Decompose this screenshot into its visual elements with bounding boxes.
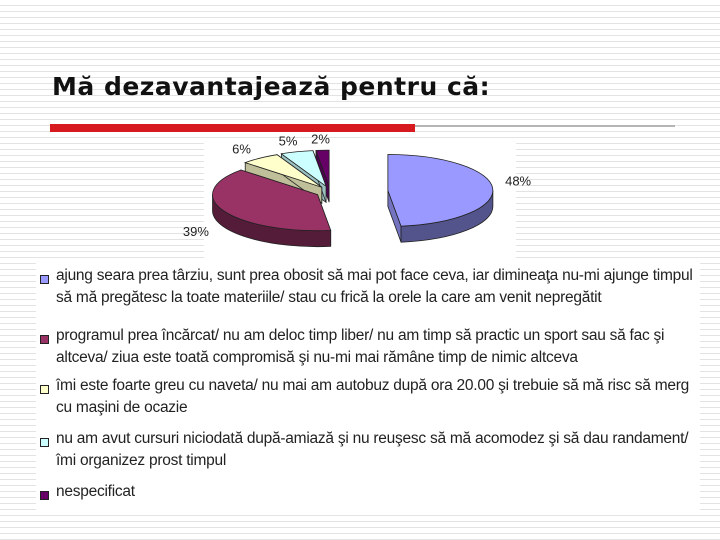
legend-item bbox=[36, 325, 702, 369]
legend-swatch bbox=[40, 438, 49, 447]
legend-text: nu am avut cursuri niciodată după-amiază şi nu reuşesc să mă acomodez şi să dau randament/ îmi organizez prost timpul bbox=[56, 430, 689, 469]
slide-title: Mă dezavantajează pentru că: bbox=[52, 72, 491, 101]
legend-item bbox=[36, 265, 702, 309]
slice-label: 2% bbox=[311, 131, 330, 147]
slice-label: 5% bbox=[278, 133, 298, 149]
legend-swatch bbox=[40, 335, 49, 344]
pie-chart-area bbox=[182, 131, 532, 262]
chart-legend bbox=[36, 262, 700, 510]
slice-label: 48% bbox=[505, 173, 532, 189]
legend-text: nespecificat bbox=[56, 483, 135, 500]
legend-text: ajung seara prea târziu, sunt prea obosit să mai pot face ceva, iar dimineaţa nu-mi ajunge timpul să mă pregătesc la toate materiile/ stau cu frică la orele la care am venit nepregătit bbox=[56, 267, 693, 306]
title-underline-gray bbox=[415, 125, 675, 127]
slice-label: 6% bbox=[232, 141, 251, 157]
legend-swatch bbox=[40, 275, 49, 284]
legend-text: îmi este foarte greu cu naveta/ nu mai am autobuz după ora 20.00 şi trebuie să mă risc să merg cu maşini de ocazie bbox=[56, 377, 690, 416]
pie-chart bbox=[182, 131, 532, 262]
legend-item bbox=[36, 375, 702, 419]
legend-swatch bbox=[40, 491, 49, 500]
legend-swatch bbox=[40, 385, 49, 394]
legend-text: programul prea încărcat/ nu am deloc timp liber/ nu am timp să practic un sport sau să fac şi altceva/ ziua este toată compromisă şi nu-mi mai rămâne timp de nimic altceva bbox=[56, 327, 665, 366]
legend-item bbox=[36, 481, 702, 503]
slice-label: 39% bbox=[182, 223, 209, 239]
pie-slice-0 bbox=[388, 154, 493, 242]
legend-item bbox=[36, 428, 702, 472]
title-underline-red bbox=[50, 124, 415, 132]
